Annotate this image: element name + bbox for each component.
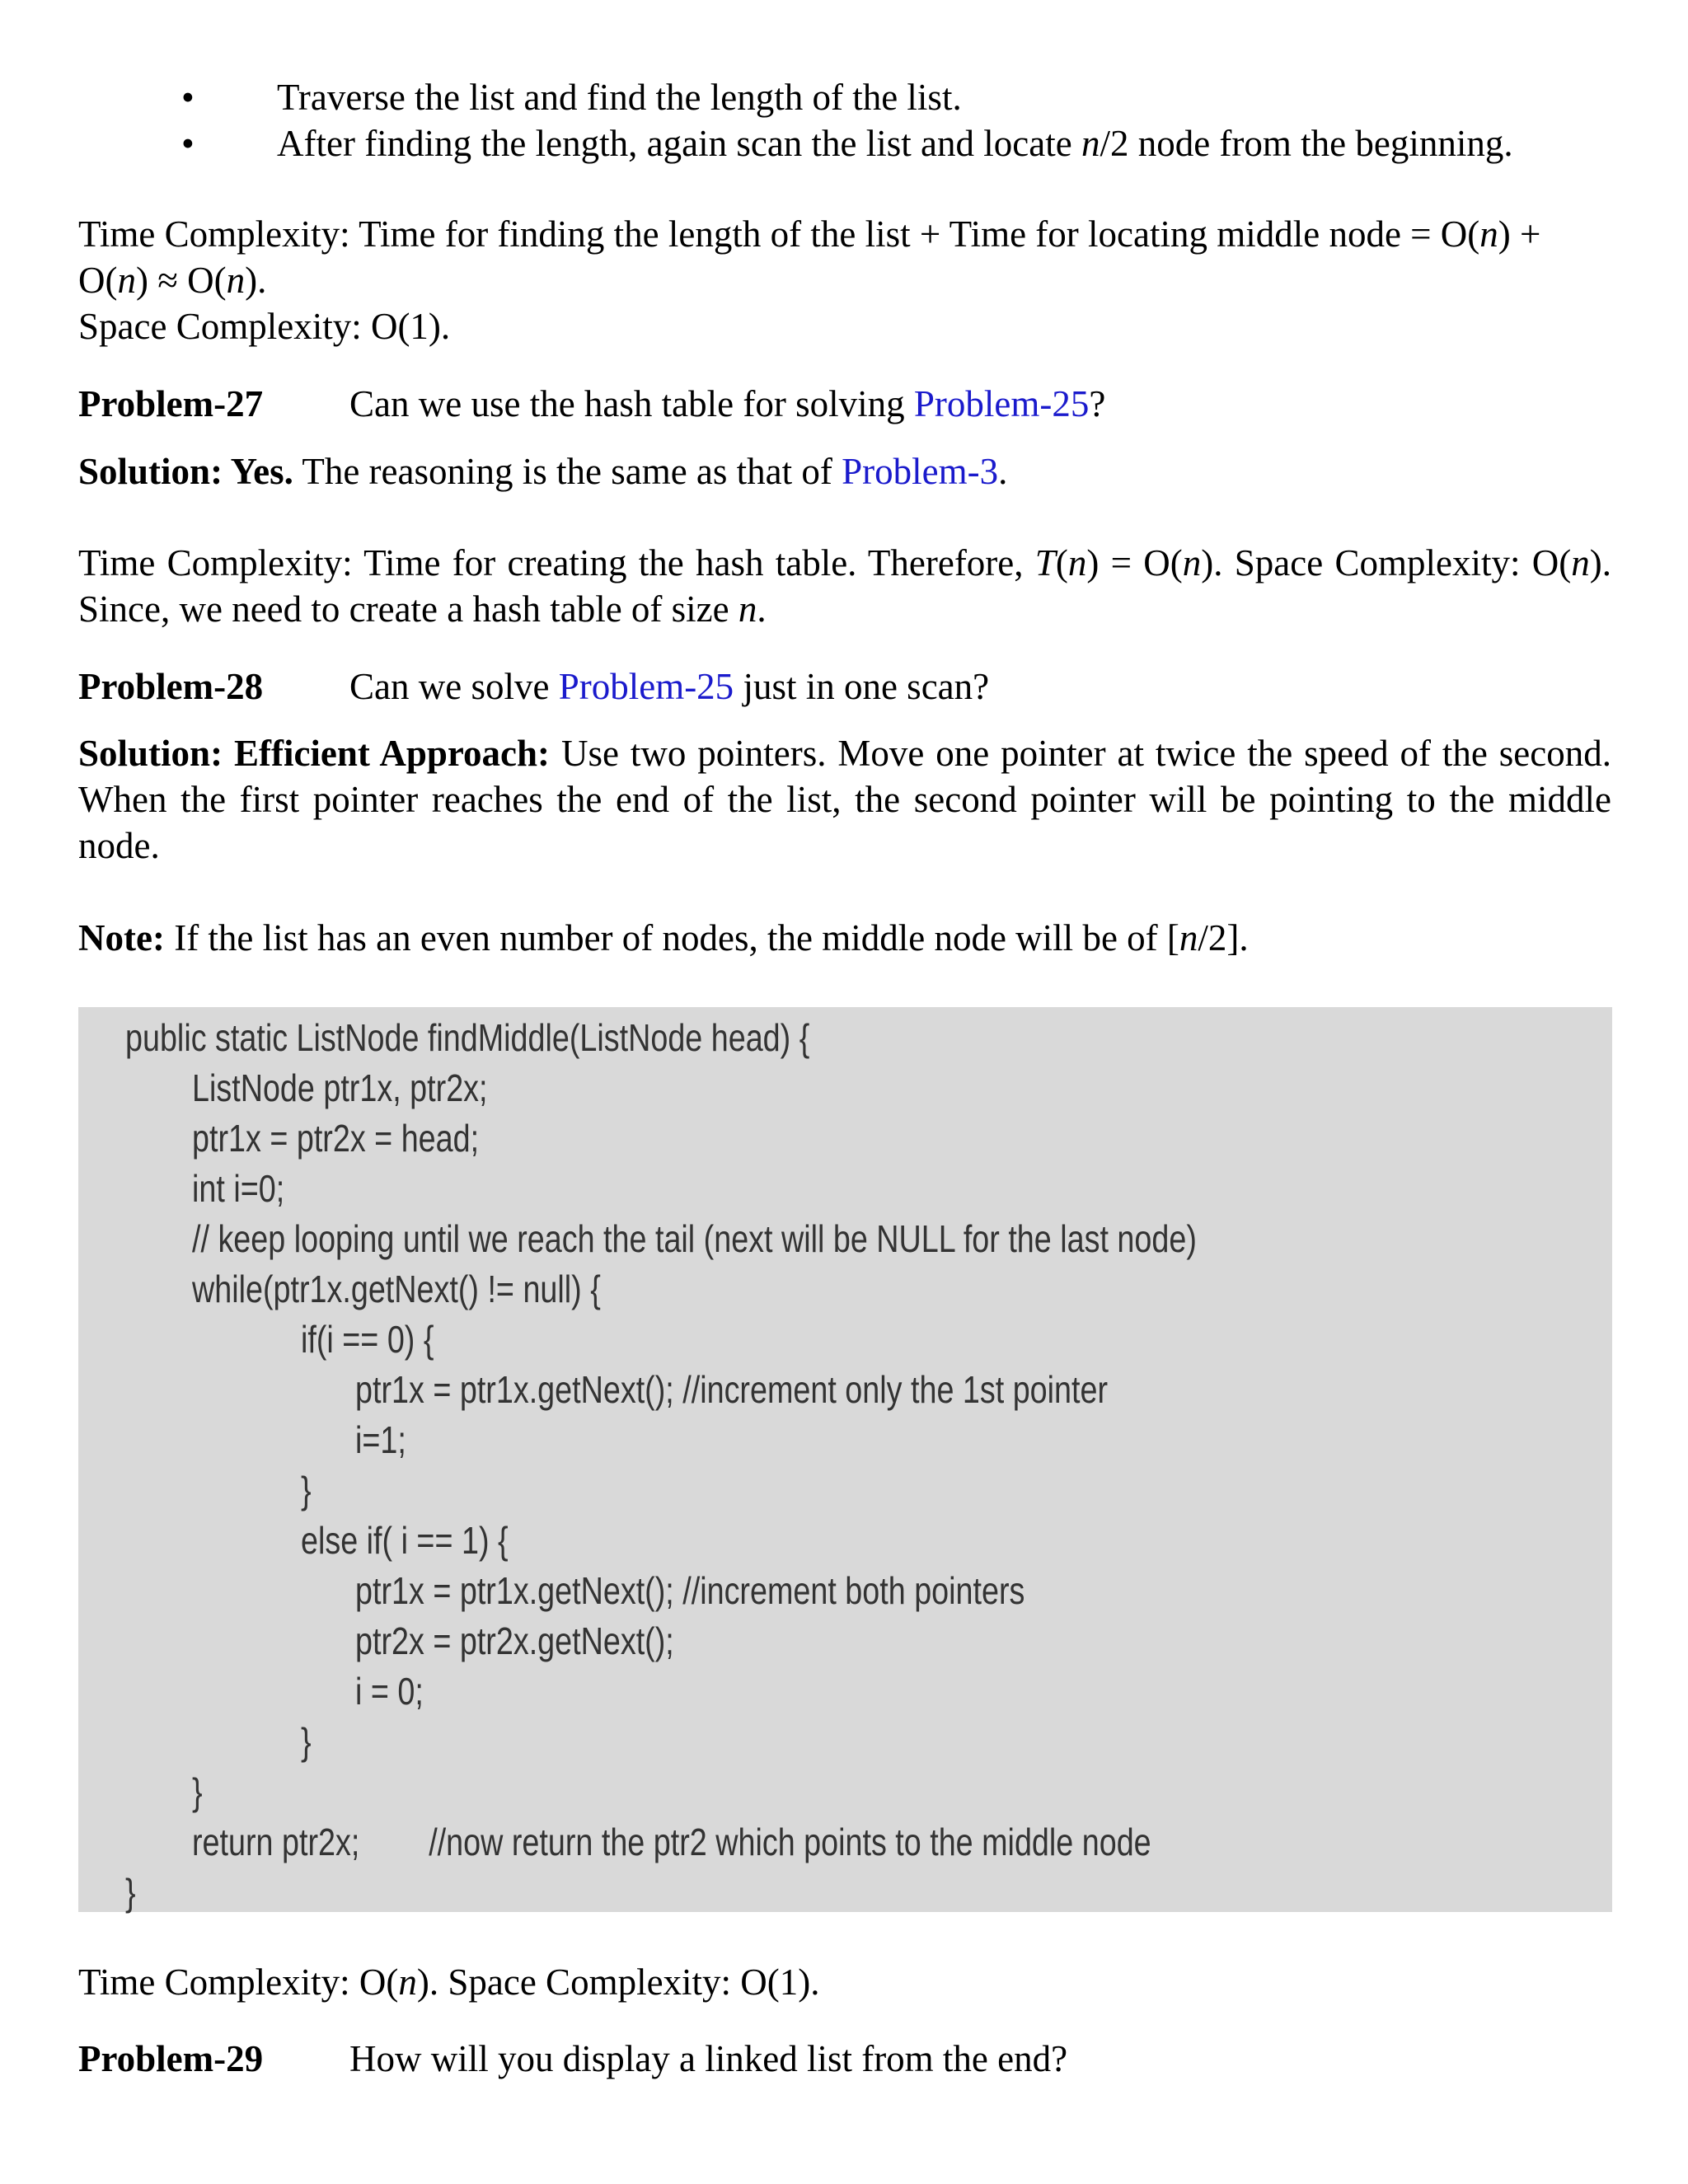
space-complexity-line: Space Complexity: O(1). [78, 306, 451, 347]
code-line: } [125, 1871, 136, 1914]
problem-question: How will you display a linked list from the end? [349, 2038, 1068, 2079]
problem-question: Can we solve Problem-25 just in one scan? [349, 666, 990, 707]
code-line: while(ptr1x.getNext() != null) { [192, 1268, 601, 1310]
code-line: ptr1x = ptr2x = head; [192, 1117, 480, 1160]
code-line: ptr1x = ptr1x.getNext(); //increment only the 1st pointer [355, 1368, 1109, 1411]
code-line: // keep looping until we reach the tail (next will be NULL for the last node) [192, 1217, 1197, 1260]
problem-link[interactable]: Problem-25 [913, 383, 1090, 424]
time-complexity-line: Time Complexity: Time for finding the length of the list + Time for locating middle node = O(n) + [78, 213, 1541, 255]
note-line: Note: If the list has an even number of nodes, the middle node will be of [n/2]. [78, 917, 1249, 958]
problem-question: Can we use the hash table for solving Problem-25? [349, 383, 1106, 424]
code-line: i = 0; [355, 1670, 424, 1713]
time-complexity-line: O(n) ≈ O(n). [78, 260, 267, 301]
code-line: else if( i == 1) { [301, 1519, 509, 1562]
code-line: i=1; [355, 1418, 406, 1461]
problem-link[interactable]: Problem-25 [558, 666, 734, 707]
problem-link[interactable]: Problem-3 [842, 451, 999, 492]
complexity-line: Time Complexity: O(n). Space Complexity: O(1). [78, 1961, 820, 2003]
code-line: ptr1x = ptr1x.getNext(); //increment both pointers [355, 1569, 1025, 1612]
complexity-paragraph: Time Complexity: Time for creating the hash table. Therefore, T(n) = O(n). Space Complexity: O(n). Since, we need to create a hash table of size n. [78, 542, 1611, 630]
solution-paragraph: Solution: Efficient Approach: Use two pointers. Move one pointer at twice the speed of the second. When the first pointer reaches the end of the list, the second pointer will be pointing to the middle node. [78, 733, 1611, 866]
bullet-text: After finding the length, again scan the list and locate n/2 node from the beginning. [277, 123, 1513, 164]
bullet-dot: • [181, 77, 195, 118]
code-block [78, 1007, 1612, 1912]
code-line: } [301, 1469, 312, 1511]
bullet-text: Traverse the list and find the length of the list. [277, 77, 962, 118]
solution-line: Solution: Yes. The reasoning is the same as that of Problem-3. [78, 451, 1008, 492]
code-line: } [192, 1770, 203, 1813]
code-line: ListNode ptr1x, ptr2x; [192, 1066, 488, 1109]
problem-label: Problem-27 [78, 383, 264, 424]
problem-label: Problem-29 [78, 2038, 264, 2079]
code-line: int i=0; [192, 1167, 285, 1210]
code-line: return ptr2x; //now return the ptr2 which points to the middle node [192, 1821, 1151, 1863]
code-line: } [301, 1720, 312, 1763]
code-line: if(i == 0) { [301, 1318, 434, 1361]
code-line: ptr2x = ptr2x.getNext(); [355, 1619, 674, 1662]
code-line: public static ListNode findMiddle(ListNode head) { [125, 1016, 810, 1059]
problem-label: Problem-28 [78, 666, 264, 707]
bullet-dot: • [181, 123, 195, 164]
